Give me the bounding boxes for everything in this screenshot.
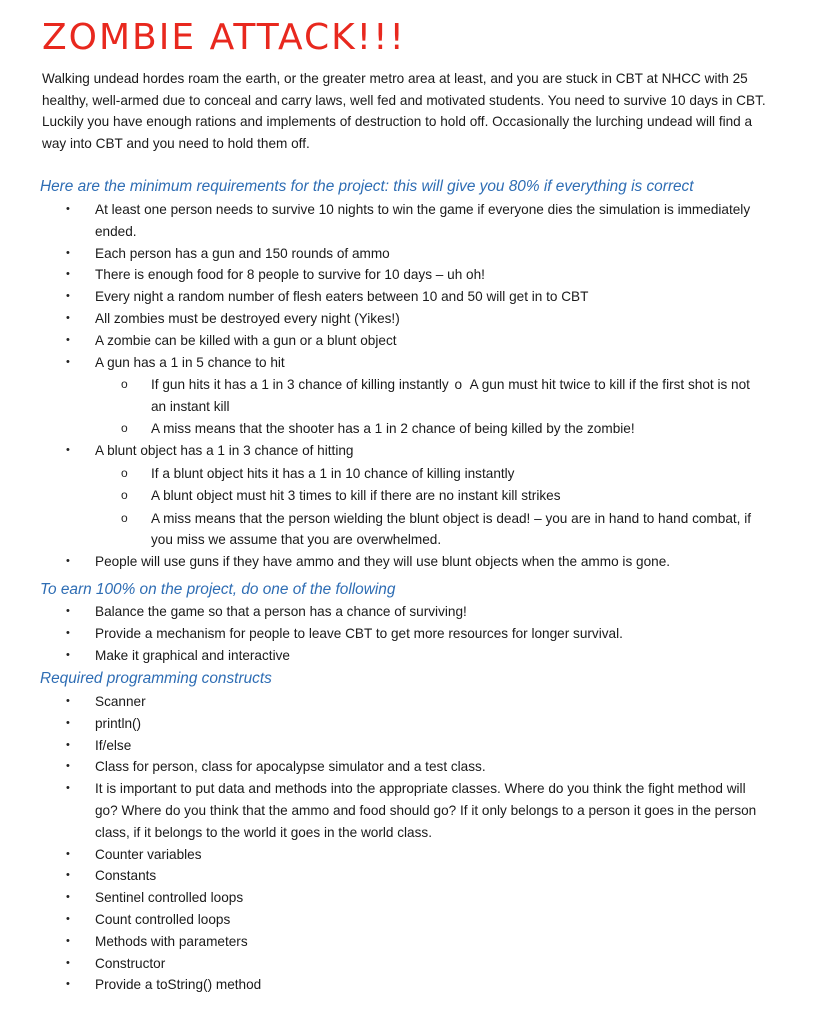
list-item: • Count controlled loops bbox=[0, 909, 760, 931]
bullet-icon: • bbox=[66, 978, 70, 991]
bullet-icon: • bbox=[66, 934, 70, 947]
constructs-list bbox=[0, 691, 818, 996]
list-item: • Provide a toString() method bbox=[0, 974, 760, 996]
bullet-icon: • bbox=[66, 648, 70, 661]
list-item: • A blunt object has a 1 in 3 chance of hitting bbox=[0, 440, 760, 462]
bullet-icon: • bbox=[66, 333, 70, 346]
list-item: • println() bbox=[0, 713, 760, 735]
constructs-heading: Required programming constructs bbox=[40, 670, 272, 687]
bullet-icon: • bbox=[66, 956, 70, 969]
inline-sub-bullet-icon: o bbox=[454, 377, 463, 393]
bullet-icon: • bbox=[66, 716, 70, 729]
sub-bullet-icon: o bbox=[121, 488, 128, 503]
bullet-icon: • bbox=[66, 605, 70, 617]
bullet-icon: • bbox=[66, 203, 70, 215]
sub-list-item: o If a blunt object hits it has a 1 in 10 chance of killing instantly bbox=[0, 463, 763, 485]
list-item: • It is important to put data and methods into the appropriate classes. Where do you think the fight method will go? Where do you think that the ammo and food should go? If it only belongs to a person it goes in the person class, if it belongs to the world it goes in the world class. bbox=[0, 778, 760, 843]
list-item: • Each person has a gun and 150 rounds of ammo bbox=[0, 243, 760, 265]
bullet-icon: • bbox=[66, 444, 70, 457]
bullet-icon: • bbox=[66, 912, 70, 925]
list-item: • Balance the game so that a person has a chance of surviving! bbox=[0, 601, 760, 623]
bullet-icon: • bbox=[66, 782, 70, 795]
list-item: • Every night a random number of flesh eaters between 10 and 50 will get in to CBT bbox=[0, 286, 760, 308]
bullet-icon: • bbox=[66, 626, 70, 639]
min-requirements-list bbox=[0, 199, 818, 573]
list-item: • People will use guns if they have ammo and they will use blunt objects when the ammo is gone. bbox=[0, 551, 760, 573]
bullet-icon: • bbox=[66, 847, 70, 860]
list-item: • All zombies must be destroyed every night (Yikes!) bbox=[0, 308, 760, 330]
list-item: • At least one person needs to survive 10 nights to win the game if everyone dies the simulation is immediately ended. bbox=[0, 199, 760, 243]
bullet-icon: • bbox=[66, 290, 70, 303]
bullet-icon: • bbox=[66, 268, 70, 281]
sub-bullet-icon: o bbox=[121, 377, 128, 392]
bullet-icon: • bbox=[66, 246, 70, 259]
sub-list-item: o If gun hits it has a 1 in 3 chance of killing instantly o A gun must hit twice to kill if the first shot is not an instant kill bbox=[0, 374, 763, 418]
sub-bullet-icon: o bbox=[121, 510, 128, 525]
bullet-icon: • bbox=[66, 355, 70, 368]
full-credit-heading: To earn 100% on the project, do one of the following bbox=[40, 581, 396, 598]
list-item: • Sentinel controlled loops bbox=[0, 887, 760, 909]
sub-bullet-icon: o bbox=[121, 465, 128, 480]
list-item: • Constants bbox=[0, 865, 760, 887]
bullet-icon: • bbox=[66, 738, 70, 751]
bullet-icon: • bbox=[66, 695, 70, 707]
intro-paragraph: Walking undead hordes roam the earth, or the greater metro area at least, and you are stuck in CBT at NHCC with 25 healthy, well-armed due to conceal and carry laws, well fed and motivated students. You need to survive 10 days in CBT. Luckily you have enough rations and implements of destruction to hold off. Occasionally the lurching undead will find a way into CBT and you need to hold them off. bbox=[42, 71, 766, 151]
list-item: • Methods with parameters bbox=[0, 931, 760, 953]
bullet-icon: • bbox=[66, 869, 70, 882]
sub-list-item: o A blunt object must hit 3 times to kill if there are no instant kill strikes bbox=[0, 485, 763, 507]
list-item: • There is enough food for 8 people to survive for 10 days – uh oh! bbox=[0, 264, 760, 286]
page-title: ZOMBIE ATTACK!!! bbox=[42, 17, 406, 58]
full-credit-list bbox=[0, 601, 818, 666]
list-item: • A gun has a 1 in 5 chance to hit bbox=[0, 352, 760, 374]
bullet-icon: • bbox=[66, 555, 70, 568]
list-item: • If/else bbox=[0, 735, 760, 757]
bullet-icon: • bbox=[66, 760, 70, 773]
bullet-icon: • bbox=[66, 311, 70, 324]
list-item: • Make it graphical and interactive bbox=[0, 645, 760, 667]
list-item: • Constructor bbox=[0, 953, 760, 975]
list-item: • Class for person, class for apocalypse simulator and a test class. bbox=[0, 756, 760, 778]
list-item: • Provide a mechanism for people to leave CBT to get more resources for longer survival. bbox=[0, 623, 760, 645]
bullet-icon: • bbox=[66, 891, 70, 904]
sub-list-item: o A miss means that the person wielding the blunt object is dead! – you are in hand to hand combat, if you miss we assume that you are overwhelmed. bbox=[0, 508, 763, 552]
list-item: • Scanner bbox=[0, 691, 760, 713]
min-requirements-heading: Here are the minimum requirements for the project: this will give you 80% if everything is correct bbox=[40, 178, 694, 195]
sub-bullet-icon: o bbox=[121, 421, 128, 436]
sub-list-item: o A miss means that the shooter has a 1 in 2 chance of being killed by the zombie! bbox=[0, 418, 763, 440]
list-item: • A zombie can be killed with a gun or a blunt object bbox=[0, 330, 760, 352]
list-item: • Counter variables bbox=[0, 844, 760, 866]
